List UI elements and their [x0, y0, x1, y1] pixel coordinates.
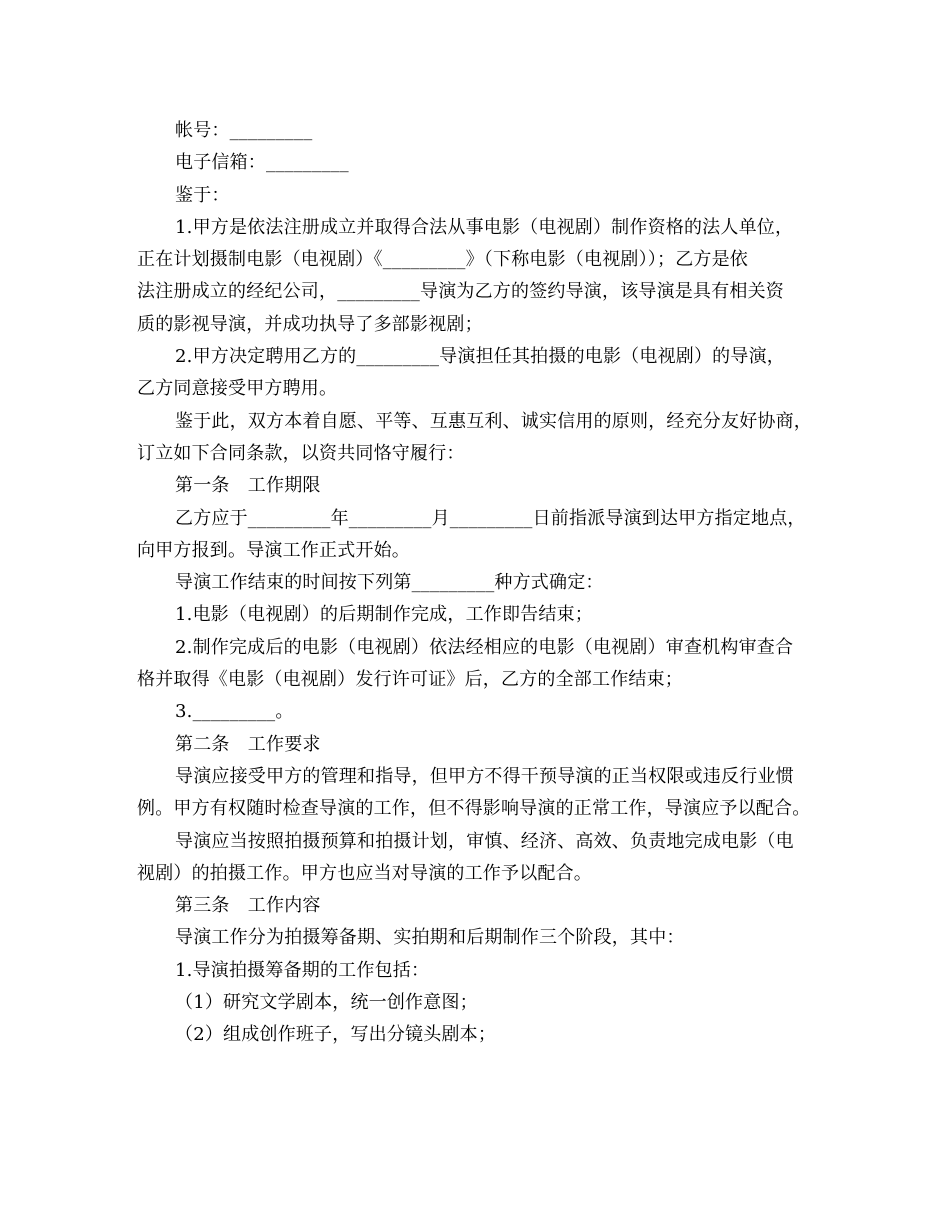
article-3-subitem-1: （1）研究文学剧本，统一创作意图；: [175, 992, 478, 1014]
article-1-option-2-line-1: 2.制作完成后的电影（电视剧）依法经相应的电影（电视剧）审查机构审查合: [175, 636, 794, 658]
whereas-item-2-line-2: 乙方同意接受甲方聘用。: [137, 378, 338, 400]
article-1-option-3: 3._________。: [175, 701, 294, 723]
whereas-item-1-line-3: 法注册成立的经纪公司，_________导演为乙方的签约导演，该导演是具有相关资: [137, 281, 784, 303]
contract-body: [137, 115, 827, 1052]
whereas-item-1-line-1: 1.甲方是依法注册成立并取得合法从事电影（电视剧）制作资格的法人单位，: [175, 216, 794, 238]
article-1-option-1: 1.电影（电视剧）的后期制作完成，工作即告结束；: [175, 604, 593, 626]
whereas-item-1-line-4: 质的影视导演，并成功执导了多部影视剧；: [137, 313, 483, 335]
preamble-line-2: 订立如下合同条款，以资共同恪守履行：: [137, 442, 465, 464]
article-1-para-1-line-1: 乙方应于_________年_________月_________日前指派导演到达甲方指定地点，: [175, 507, 806, 529]
article-3-item-1: 1.导演拍摄筹备期的工作包括：: [175, 959, 430, 981]
article-1-para-2: 导演工作结束的时间按下列第_________种方式确定：: [175, 572, 604, 594]
article-1-option-2-line-2: 格并取得《电影（电视剧）发行许可证》后，乙方的全部工作结束；: [137, 669, 683, 691]
article-2-para-1-line-2: 例。甲方有权随时检查导演的工作，但不得影响导演的正常工作，导演应予以配合。: [137, 798, 811, 820]
preamble-line-1: 鉴于此，双方本着自愿、平等、互惠互利、诚实信用的原则，经充分友好协商，: [175, 410, 812, 432]
article-1-heading: 第一条 工作期限: [175, 475, 321, 497]
article-2-para-2-line-1: 导演应当按照拍摄预算和拍摄计划，审慎、经济、高效、负责地完成电影（电: [175, 830, 794, 852]
whereas-heading: 鉴于：: [175, 184, 230, 206]
article-3-para-1: 导演工作分为拍摄筹备期、实拍期和后期制作三个阶段，其中：: [175, 927, 685, 949]
account-number-line: 帐号：_________: [175, 120, 313, 141]
whereas-item-1-line-2: 正在计划摄制电影（电视剧）《_________》（下称电影（电视剧））；乙方是依: [137, 249, 748, 271]
article-3-subitem-2: （2）组成创作班子，写出分镜头剧本；: [175, 1024, 497, 1046]
email-line: 电子信箱：_________: [175, 152, 349, 174]
article-3-heading: 第三条 工作内容: [175, 895, 321, 917]
article-2-para-2-line-2: 视剧）的拍摄工作。甲方也应当对导演的工作予以配合。: [137, 862, 592, 884]
whereas-item-2-line-1: 2.甲方决定聘用乙方的_________导演担任其拍摄的电影（电视剧）的导演，: [175, 346, 785, 368]
article-2-para-1-line-1: 导演应接受甲方的管理和指导，但甲方不得干预导演的正当权限或违反行业惯: [175, 765, 794, 787]
article-1-para-1-line-2: 向甲方报到。导演工作正式开始。: [137, 539, 410, 561]
article-2-heading: 第二条 工作要求: [175, 733, 321, 755]
